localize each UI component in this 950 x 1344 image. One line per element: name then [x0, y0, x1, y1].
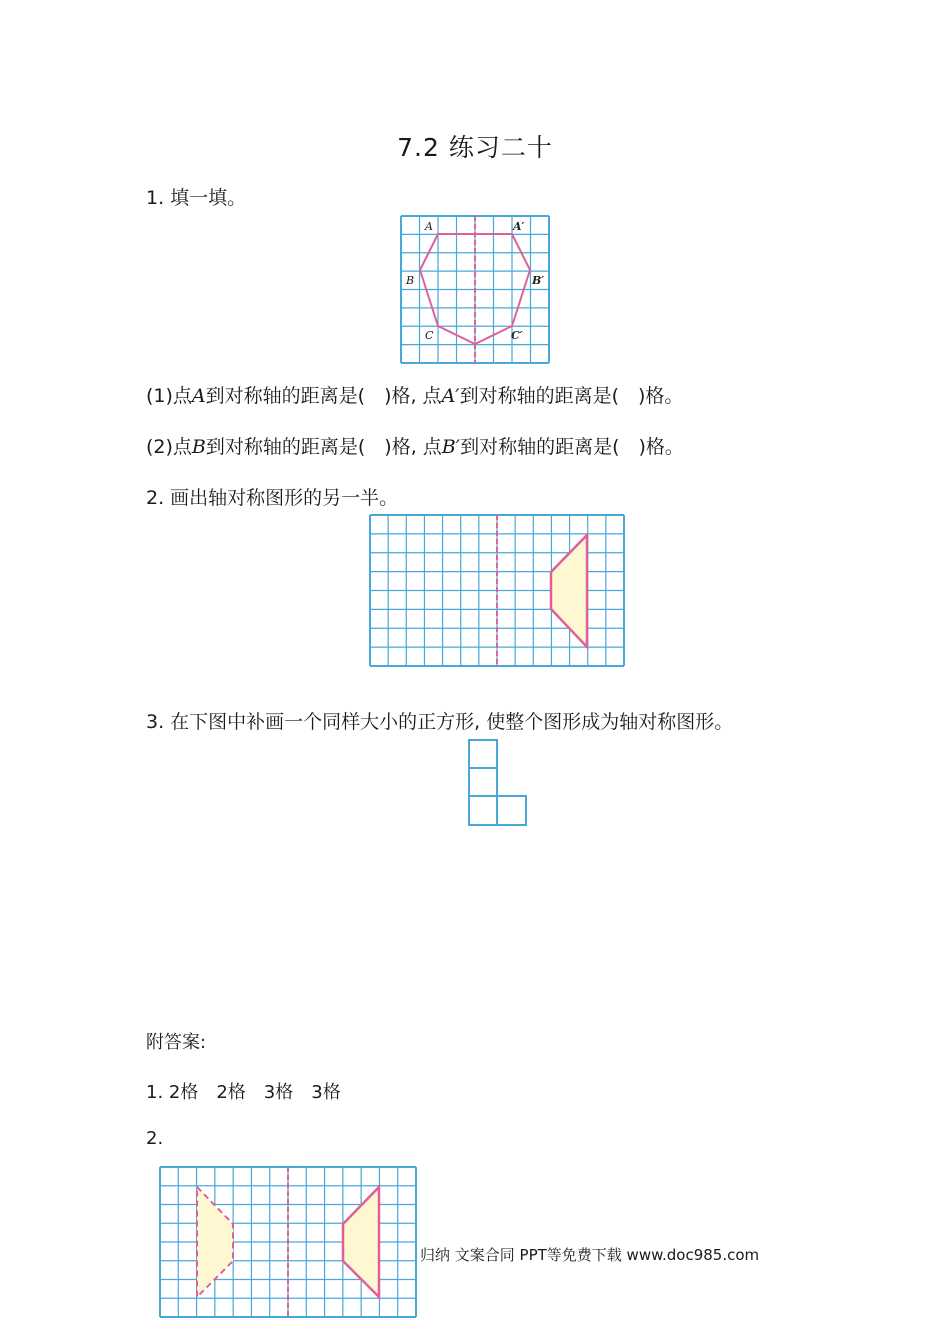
squares-figure [468, 739, 528, 827]
answer-1: 1. 2格 2格 3格 3格 [146, 1082, 341, 1103]
point-b-prime: B′ [441, 436, 461, 458]
line1-suffix: 到对称轴的距离是( )格。 [459, 385, 684, 407]
square-bottom-left [469, 796, 497, 825]
question-1-heading: 1. 填一填。 [146, 187, 247, 209]
square-bottom-right [497, 796, 526, 825]
answer-grid-figure [160, 1167, 416, 1317]
answers-heading: 附答案: [146, 1032, 207, 1053]
square-middle [469, 768, 497, 796]
label-c-prime: C′ [511, 329, 523, 342]
point-b: B [191, 436, 206, 458]
question-3-heading: 3. 在下图中补画一个同样大小的正方形, 使整个图形成为轴对称图形。 [146, 711, 734, 733]
line2-prefix: (2)点 [146, 436, 192, 458]
square-top [469, 740, 497, 768]
point-a: A [191, 385, 206, 407]
label-c: C [425, 329, 434, 342]
answer-2-label: 2. [146, 1128, 164, 1149]
line1-mid: 到对称轴的距离是( )格, 点 [205, 385, 442, 407]
label-a-prime: A′ [513, 220, 525, 233]
label-b-prime: B′ [532, 274, 545, 287]
line2-mid: 到对称轴的距离是( )格, 点 [205, 436, 442, 458]
point-a-prime: A′ [441, 385, 460, 407]
label-b: B [406, 274, 415, 287]
question-1-line-1 [146, 381, 683, 408]
label-a: A [425, 220, 433, 233]
page-title: 7.2 练习二十 [397, 133, 553, 162]
line2-suffix: 到对称轴的距离是( )格。 [460, 436, 684, 458]
hexagon-grid-figure [401, 216, 549, 363]
line1-prefix: (1)点 [146, 385, 192, 407]
footer-watermark: 归纳 文案合同 PPT等免费下载 www.doc985.com [420, 1246, 760, 1264]
question-1-line-2 [146, 432, 684, 459]
question-2-heading: 2. 画出轴对称图形的另一半。 [146, 487, 399, 509]
trapezoid-grid-figure [370, 515, 624, 666]
